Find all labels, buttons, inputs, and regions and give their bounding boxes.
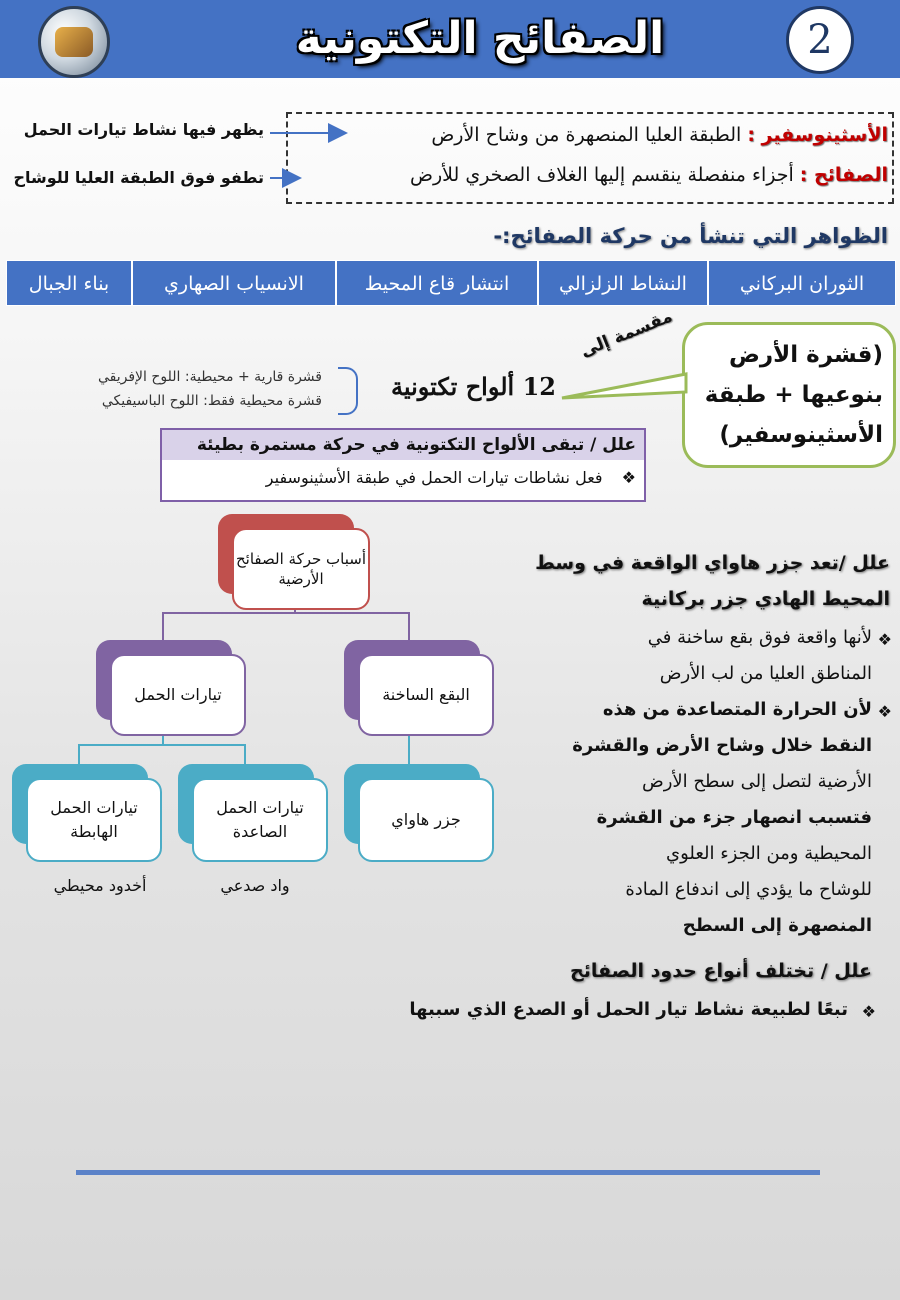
connector bbox=[162, 612, 410, 614]
phenomenon-cell: الثوران البركاني bbox=[708, 260, 896, 306]
sinking-result: أخدود محيطي bbox=[53, 876, 147, 895]
hawaii-reason-a-line: لأنها واقعة فوق بقع ساخنة في bbox=[647, 627, 872, 648]
bullet-icon: ❖ bbox=[621, 468, 636, 487]
lithosphere-note: يظهر فيها نشاط تيارات الحمل bbox=[23, 120, 264, 139]
plates-note: تطفو فوق الطبقة العليا للوشاح bbox=[13, 168, 264, 187]
hawaii-question-line-1: علل /تعد جزر هاواي الواقعة في وسط bbox=[535, 552, 890, 574]
brace-icon bbox=[338, 367, 358, 415]
divided-into-label: مقسمة إلى bbox=[577, 306, 676, 362]
hawaii-reason-b-line: فتسبب انصهار جزء من القشرة bbox=[596, 807, 872, 828]
boundaries-answer: تبعًا لطبيعة نشاط تيار الحمل أو الصدع الذي سببها bbox=[409, 999, 848, 1020]
plate-type-2: قشرة محيطية فقط: اللوح الباسيفيكي bbox=[101, 393, 322, 409]
footer-rule bbox=[76, 1170, 820, 1175]
rising-result: واد صدعي bbox=[220, 876, 290, 895]
hawaii-reason-b-line: النقط خلال وشاح الأرض والقشرة bbox=[572, 735, 872, 756]
phenomenon-cell: الانسياب الصهاري bbox=[132, 260, 336, 306]
hawaii-question-line-2: المحيط الهادي جزر بركانية bbox=[641, 588, 890, 610]
rising-node: تيارات الحمل الصاعدة bbox=[192, 778, 328, 862]
phenomenon-cell: بناء الجبال bbox=[6, 260, 132, 306]
phenomenon-cell: النشاط الزلزالي bbox=[538, 260, 708, 306]
definition-plates: الصفائح : أجزاء منفصلة ينقسم إليها الغلاف الصخري للأرض bbox=[410, 164, 888, 186]
hawaii-reason-b-line: لأن الحرارة المتصاعدة من هذه bbox=[602, 699, 872, 720]
plates-callout: (قشرة الأرض بنوعيها + طبقة الأسثينوسفير) bbox=[682, 322, 896, 468]
connector bbox=[78, 744, 80, 766]
hawaii-reason-b-line: المحيطية ومن الجزء العلوي bbox=[665, 843, 872, 864]
hawaii-reason-b-line: الأرضية لتصل إلى سطح الأرض bbox=[641, 771, 872, 792]
page-number: 2 bbox=[786, 6, 854, 74]
bullet-icon: ❖ bbox=[877, 630, 892, 649]
page-title: الصفائح التكتونية bbox=[295, 13, 665, 64]
hotspots-node: البقع الساخنة bbox=[358, 654, 494, 736]
bullet-icon: ❖ bbox=[861, 1002, 876, 1021]
root-node: أسباب حركة الصفائح الأرضية bbox=[232, 528, 370, 610]
sinking-node: تيارات الحمل الهابطة bbox=[26, 778, 162, 862]
callout-tail bbox=[560, 370, 690, 410]
hawaii-reason-a-line: المناطق العليا من لب الأرض bbox=[659, 663, 872, 684]
hawaii-node: جزر هاواي bbox=[358, 778, 494, 862]
phenomenon-cell: انتشار قاع المحيط bbox=[336, 260, 538, 306]
boundaries-question: علل / تختلف أنواع حدود الصفائح bbox=[570, 960, 872, 982]
connector bbox=[244, 744, 246, 766]
reason-slow-motion: علل / تبقى الألواح التكتونية في حركة مستمرة بطيئة ❖ فعل نشاطات تيارات الحمل في طبقة الأسثينوسفير bbox=[160, 428, 646, 502]
bullet-icon: ❖ bbox=[877, 702, 892, 721]
convection-node: تيارات الحمل bbox=[110, 654, 246, 736]
note-arrows bbox=[0, 0, 900, 220]
plates-count: 12 ألواح تكتونية bbox=[390, 372, 556, 401]
definition-lithosphere: الأسثينوسفير : الطبقة العليا المنصهرة من وشاح الأرض bbox=[431, 124, 888, 146]
hawaii-reason-b-line: المنصهرة إلى السطح bbox=[682, 915, 872, 936]
phenomena-title: الظواهر التي تنشأ من حركة الصفائح:- bbox=[493, 224, 888, 248]
connector bbox=[162, 612, 164, 640]
plate-type-1: قشرة قارية + محيطية: اللوح الإفريقي bbox=[97, 369, 322, 385]
hawaii-reason-b-line: للوشاح ما يؤدي إلى اندفاع المادة bbox=[625, 879, 872, 900]
connector bbox=[408, 612, 410, 640]
